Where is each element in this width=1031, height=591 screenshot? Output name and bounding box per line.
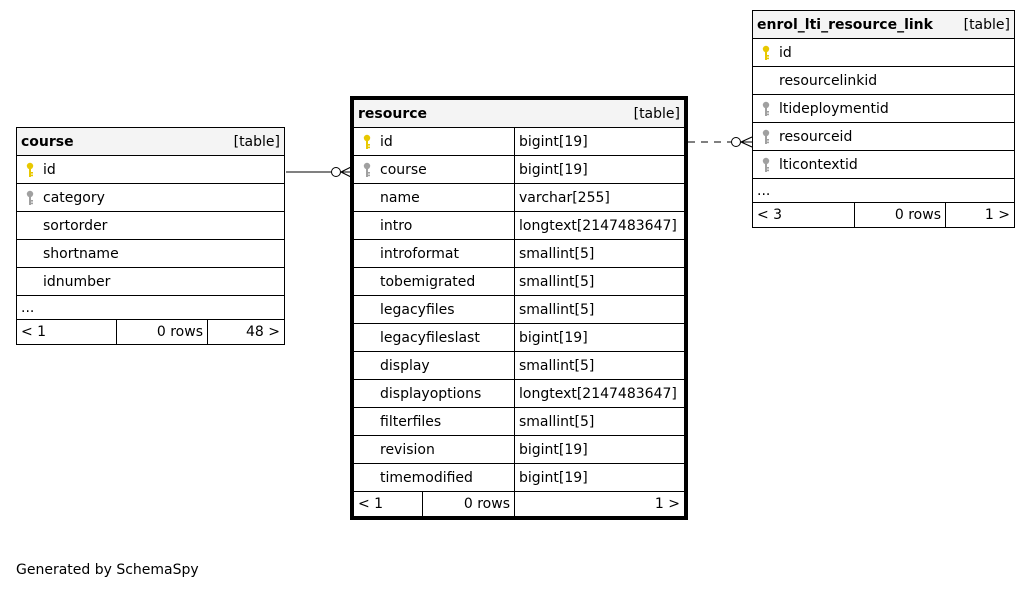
- column-name-text: name: [380, 189, 420, 206]
- column-name-text: idnumber: [43, 273, 111, 290]
- row-count: 0 rows: [423, 492, 515, 517]
- column-name: [17, 184, 285, 212]
- column-name-text: id: [380, 133, 393, 150]
- column-type: smallint[5]: [515, 296, 685, 324]
- column-row[interactable]: [354, 240, 685, 268]
- column-name-text: revision: [380, 441, 435, 458]
- column-name: [354, 128, 515, 156]
- column-row[interactable]: [354, 296, 685, 324]
- column-name-text: course: [380, 161, 427, 178]
- table-title: course: [21, 133, 74, 150]
- column-row[interactable]: [17, 212, 285, 240]
- column-name: [17, 240, 285, 268]
- foreign-key-icon: [761, 157, 771, 173]
- column-name: [354, 352, 515, 380]
- column-row[interactable]: [354, 268, 685, 296]
- table-resource[interactable]: [350, 96, 688, 520]
- table-course[interactable]: [16, 127, 285, 345]
- column-name-text: shortname: [43, 245, 119, 262]
- column-name: [17, 268, 285, 296]
- column-row[interactable]: [17, 156, 285, 184]
- foreign-key-icon: [761, 101, 771, 117]
- column-row[interactable]: [354, 464, 685, 492]
- column-type: smallint[5]: [515, 268, 685, 296]
- column-name-text: introformat: [380, 245, 459, 262]
- column-name: [354, 380, 515, 408]
- row-count: 0 rows: [117, 320, 208, 345]
- column-name-text: id: [779, 44, 792, 61]
- column-name: [354, 156, 515, 184]
- column-name: [354, 212, 515, 240]
- link-resource-enrol-zero-marker: [732, 138, 741, 147]
- foreign-key-icon: [362, 162, 372, 178]
- column-name-text: sortorder: [43, 217, 108, 234]
- column-row[interactable]: [354, 184, 685, 212]
- column-name: [354, 184, 515, 212]
- column-name: [17, 212, 285, 240]
- column-name: [354, 436, 515, 464]
- column-type: bigint[19]: [515, 128, 685, 156]
- column-name-text: legacyfileslast: [380, 329, 480, 346]
- column-name: [354, 464, 515, 492]
- column-row[interactable]: [753, 39, 1015, 67]
- column-row[interactable]: [354, 352, 685, 380]
- column-name-text: filterfiles: [380, 413, 442, 430]
- link-course-resource-zero-marker: [332, 168, 341, 177]
- column-name: [17, 156, 285, 184]
- column-name-text: id: [43, 161, 56, 178]
- column-type: longtext[2147483647]: [515, 212, 685, 240]
- children-count: 48 >: [208, 320, 285, 345]
- column-name: [753, 95, 1015, 123]
- column-row[interactable]: [354, 324, 685, 352]
- column-row[interactable]: [753, 95, 1015, 123]
- foreign-key-icon: [761, 129, 771, 145]
- parents-count: < 1: [354, 492, 423, 517]
- row-count: 0 rows: [855, 203, 946, 228]
- column-row[interactable]: [354, 408, 685, 436]
- table-type: [table]: [963, 16, 1010, 33]
- column-type: smallint[5]: [515, 408, 685, 436]
- more-columns: ...: [17, 296, 285, 320]
- column-type: bigint[19]: [515, 324, 685, 352]
- column-type: bigint[19]: [515, 436, 685, 464]
- foreign-key-icon: [25, 190, 35, 206]
- column-name: [354, 240, 515, 268]
- column-name-text: intro: [380, 217, 413, 234]
- column-name-text: legacyfiles: [380, 301, 455, 318]
- column-name: [354, 324, 515, 352]
- column-name-text: displayoptions: [380, 385, 482, 402]
- table-title: resource: [358, 105, 428, 122]
- column-row[interactable]: [753, 67, 1015, 95]
- column-name: [753, 151, 1015, 179]
- primary-key-icon: [761, 45, 771, 61]
- children-count: 1 >: [515, 492, 685, 517]
- column-name-text: category: [43, 189, 105, 206]
- column-name-text: display: [380, 357, 430, 374]
- primary-key-icon: [25, 162, 35, 178]
- parents-count: < 3: [753, 203, 855, 228]
- column-row[interactable]: [354, 436, 685, 464]
- children-count: 1 >: [946, 203, 1015, 228]
- table-type: [table]: [233, 133, 280, 150]
- table-title: enrol_lti_resource_link: [757, 16, 933, 33]
- table-enrol-lti-resource-link[interactable]: [752, 10, 1015, 228]
- column-row[interactable]: [354, 380, 685, 408]
- column-type: smallint[5]: [515, 352, 685, 380]
- column-name: [354, 408, 515, 436]
- column-row[interactable]: [17, 184, 285, 212]
- column-name-text: ltideploymentid: [779, 100, 889, 117]
- column-type: bigint[19]: [515, 464, 685, 492]
- column-name-text: timemodified: [380, 469, 473, 486]
- column-row[interactable]: [753, 151, 1015, 179]
- column-type: smallint[5]: [515, 240, 685, 268]
- column-name: [354, 296, 515, 324]
- more-columns: ...: [753, 179, 1015, 203]
- column-row[interactable]: [354, 156, 685, 184]
- column-type: varchar[255]: [515, 184, 685, 212]
- column-type: bigint[19]: [515, 156, 685, 184]
- column-name: [753, 67, 1015, 95]
- primary-key-icon: [362, 134, 372, 150]
- table-type: [table]: [633, 105, 680, 122]
- column-row[interactable]: [17, 240, 285, 268]
- link-resource-enrol-crowfoot: [741, 137, 752, 147]
- column-name-text: resourceid: [779, 128, 853, 145]
- column-name-text: lticontextid: [779, 156, 858, 173]
- column-type: longtext[2147483647]: [515, 380, 685, 408]
- column-name: [753, 123, 1015, 151]
- column-name: [354, 268, 515, 296]
- column-row[interactable]: [753, 123, 1015, 151]
- column-name-text: tobemigrated: [380, 273, 476, 290]
- generated-by-text: Generated by SchemaSpy: [16, 562, 199, 578]
- column-name-text: resourcelinkid: [779, 72, 878, 89]
- column-row[interactable]: [17, 268, 285, 296]
- column-row[interactable]: [354, 212, 685, 240]
- parents-count: < 1: [17, 320, 117, 345]
- column-name: [753, 39, 1015, 67]
- column-row[interactable]: [354, 128, 685, 156]
